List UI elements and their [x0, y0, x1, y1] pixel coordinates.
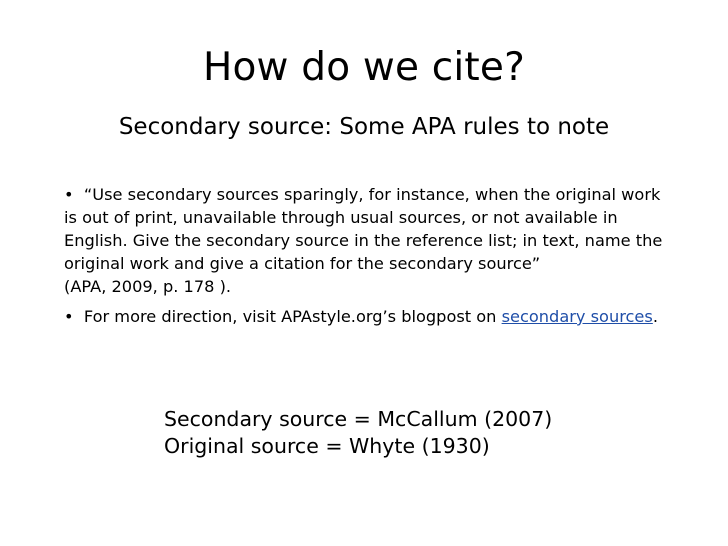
bullet-list: [64, 183, 664, 335]
slide-subtitle: Secondary source: Some APA rules to note: [118, 114, 610, 140]
original-source-line: Original source = Whyte (1930): [164, 434, 490, 458]
quote-citation: (APA, 2009, p. 178 ).: [64, 277, 232, 296]
secondary-sources-link[interactable]: secondary sources: [501, 307, 653, 326]
quote-text: “Use secondary sources sparingly, for instance, when the original work is out of print, unavailable through usual sources, or not available in English. Give the secondary source in the reference list; in text, name the original work and give a citation for the secondary source”: [64, 185, 663, 273]
bullet-mark: •: [64, 307, 74, 326]
bullet-item-quote: [64, 183, 664, 298]
secondary-source-line: Secondary source = McCallum (2007): [164, 407, 553, 431]
direction-text: For more direction, visit APAstyle.org’s blogpost on: [83, 307, 497, 326]
slide-title: How do we cite?: [202, 45, 526, 90]
bullet-item-direction: [64, 305, 664, 328]
bullet-mark: •: [64, 185, 74, 204]
source-examples: [164, 406, 664, 460]
direction-period: .: [652, 307, 658, 326]
